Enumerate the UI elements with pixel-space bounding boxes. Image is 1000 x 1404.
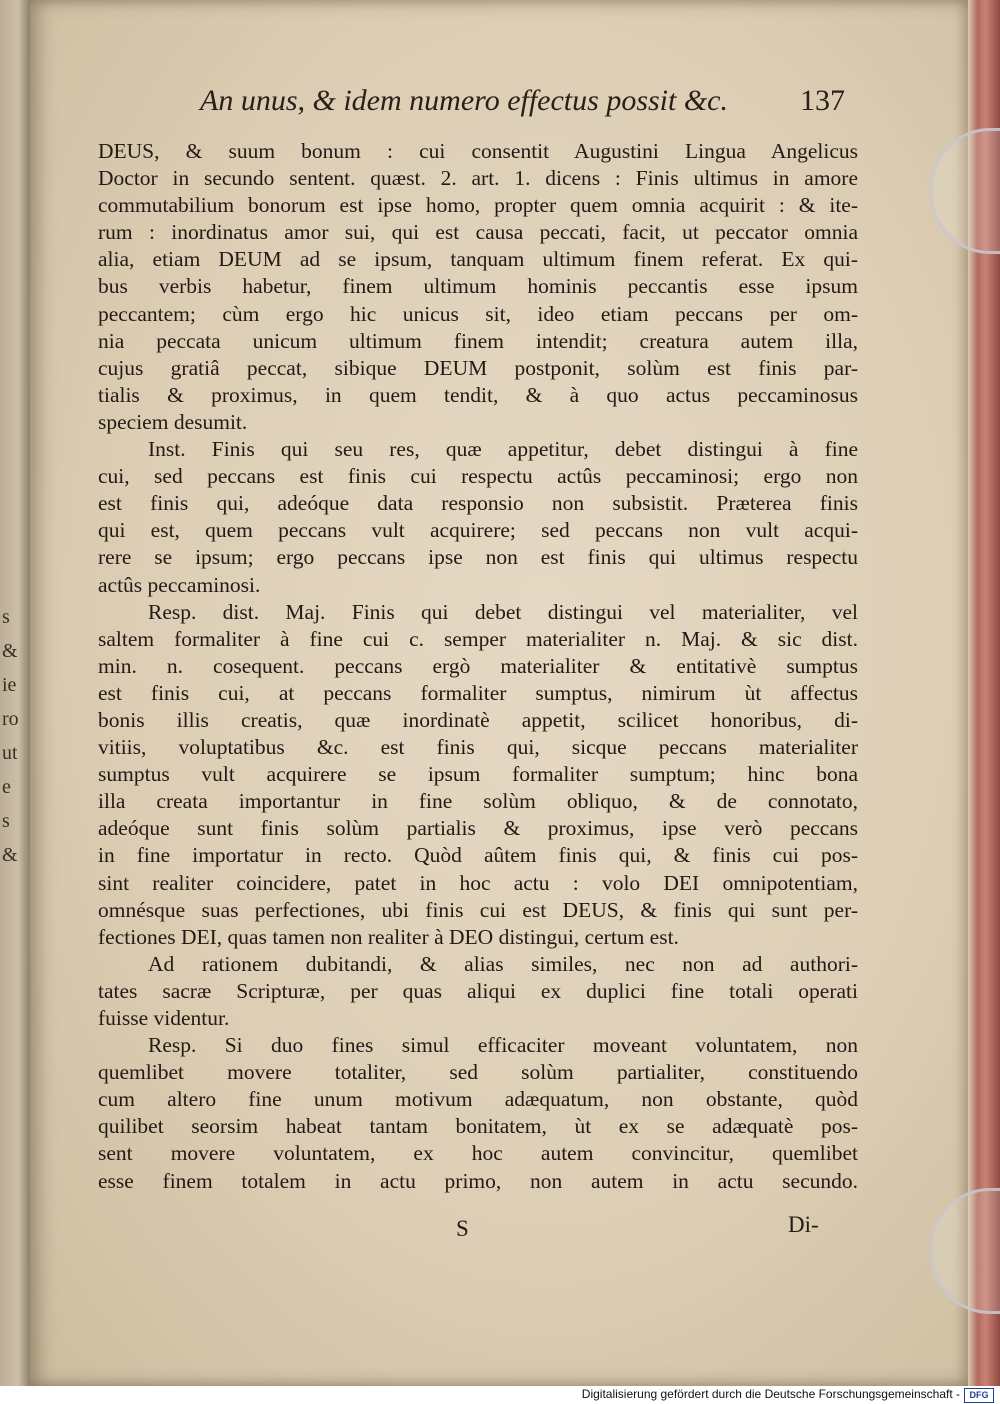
text-line: esse finem totalem in actu primo, non autem in actu secundo. — [98, 1168, 858, 1193]
text-line: cujus gratiâ peccat, sibique DEUM postponit, solùm est finis par- — [98, 355, 858, 380]
fragment: & — [2, 844, 18, 866]
text-line: peccantem; cùm ergo hic unicus sit, ideo etiam peccans per om- — [98, 301, 858, 326]
fragment: s — [2, 810, 10, 832]
text-line: fectiones DEI, quas tamen non realiter à DEO distingui, certum est. — [98, 924, 679, 949]
text-line: fuisse videntur. — [98, 1006, 230, 1030]
text-line: sumptus vult acquirere se ipsum formaliter sumptum; hinc bona — [98, 762, 858, 787]
text-line: rere se ipsum; ergo peccans ipse non est finis qui ultimus respectu — [98, 545, 858, 570]
text-line: cum altero fine unum motivum adæquatum, non obstante, quòd — [98, 1087, 858, 1112]
text-line: saltem formaliter à fine cui c. semper materialiter n. Maj. & sic dist. — [98, 626, 858, 651]
text-line: omnésque suas perfectiones, ubi finis cui est DEUS, & finis qui sunt per- — [98, 897, 858, 922]
book-page — [30, 0, 968, 1386]
text-line: Doctor in secundo sentent. quæst. 2. art. 1. dicens : Finis ultimus in amore — [98, 166, 858, 191]
text-line: sent movere voluntatem, ex hoc autem convincitur, quemlibet — [98, 1141, 858, 1166]
fragment: ie — [2, 674, 17, 696]
text-line: tialis & proximus, in quem tendit, & à quo actus peccaminosus — [98, 382, 858, 407]
funding-bar — [0, 1386, 1000, 1404]
text-line: est finis qui, adeóque data responsio non subsistit. Præterea finis — [98, 491, 858, 516]
text-line: Inst. Finis qui seu res, quæ appetitur, debet distingui à fine — [148, 437, 858, 462]
text-line: Resp. dist. Maj. Finis qui debet distingui vel materialiter, vel — [148, 599, 858, 624]
fragment: s — [2, 606, 10, 628]
catchword: Di- — [788, 1212, 819, 1237]
text-line: speciem desumit. — [98, 409, 248, 434]
fragment: ro — [2, 708, 19, 730]
text-line: illa creata importantur in fine solùm obliquo, & de connotato, — [98, 789, 858, 814]
page-footer — [98, 1212, 858, 1248]
text-line: quilibet seorsim habeat tantam bonitatem, ùt ex se adæquatè pos- — [98, 1114, 858, 1139]
text-line: qui est, quem peccans vult acquirere; sed peccans non vult acqui- — [98, 518, 858, 543]
text-line: alia, etiam DEUM ad se ipsum, tanquam ultimum finem referat. Ex qui- — [98, 247, 858, 272]
text-line: actûs peccaminosi. — [98, 572, 261, 597]
text-line: est finis cui, at peccans formaliter sumptus, nimirum ùt affectus — [98, 680, 858, 705]
text-line: quemlibet movere totaliter, sed solùm partialiter, constituendo — [98, 1060, 858, 1085]
text-line: sint realiter coincidere, patet in hoc actu : volo DEI omnipotentiam, — [98, 870, 858, 895]
signature-mark: S — [456, 1216, 469, 1241]
fragment: & — [2, 640, 18, 662]
text-line: bus verbis habetur, finem ultimum hominis peccantis esse ipsum — [98, 274, 858, 299]
text-line: cui, sed peccans est finis cui respectu actûs peccaminosi; ergo non — [98, 464, 858, 489]
text-line: Ad rationem dubitandi, & alias similes, nec non ad authori- — [148, 951, 858, 976]
text-line: adeóque sunt finis solùm partialis & proximus, ipse verò peccans — [98, 816, 858, 841]
facing-page-edge — [0, 0, 30, 1386]
facing-page-fragments — [2, 600, 20, 872]
text-line: DEUS, & suum bonum : cui consentit Augustini Lingua Angelicus — [98, 139, 858, 163]
running-head — [200, 84, 850, 124]
dfg-logo-icon: DFG — [964, 1388, 994, 1403]
text-line: min. n. cosequent. peccans ergò materialiter & entitativè sumptus — [98, 653, 858, 678]
text-line: commutabilium bonorum est ipse homo, propter quem omnia acquirit : & ite- — [98, 193, 858, 218]
text-line: vitiis, voluptatibus &c. est finis qui, sicque peccans materialiter — [98, 735, 858, 760]
running-title: An unus, & idem numero effectus possit &c. — [200, 84, 728, 117]
fragment: ut — [2, 742, 18, 764]
body-text — [98, 138, 858, 1195]
funding-note: Digitalisierung gefördert durch die Deutsche Forschungsgemeinschaft - — [581, 1387, 960, 1401]
page-number: 137 — [800, 84, 845, 117]
text-line: rum : inordinatus amor sui, qui est causa peccati, facit, ut peccator omnia — [98, 220, 858, 245]
text-line: nia peccata unicum ultimum finem intendit; creatura autem illa, — [98, 328, 858, 353]
fragment: e — [2, 776, 11, 798]
text-line: bonis illis creatis, quæ inordinatè appetit, scilicet honoribus, di- — [98, 707, 858, 732]
text-line: Resp. Si duo fines simul efficaciter moveant voluntatem, non — [148, 1033, 858, 1058]
text-line: tates sacræ Scripturæ, per quas aliqui ex duplici fine totali operati — [98, 978, 858, 1003]
text-line: in fine importatur in recto. Quòd aûtem finis qui, & finis cui pos- — [98, 843, 858, 868]
